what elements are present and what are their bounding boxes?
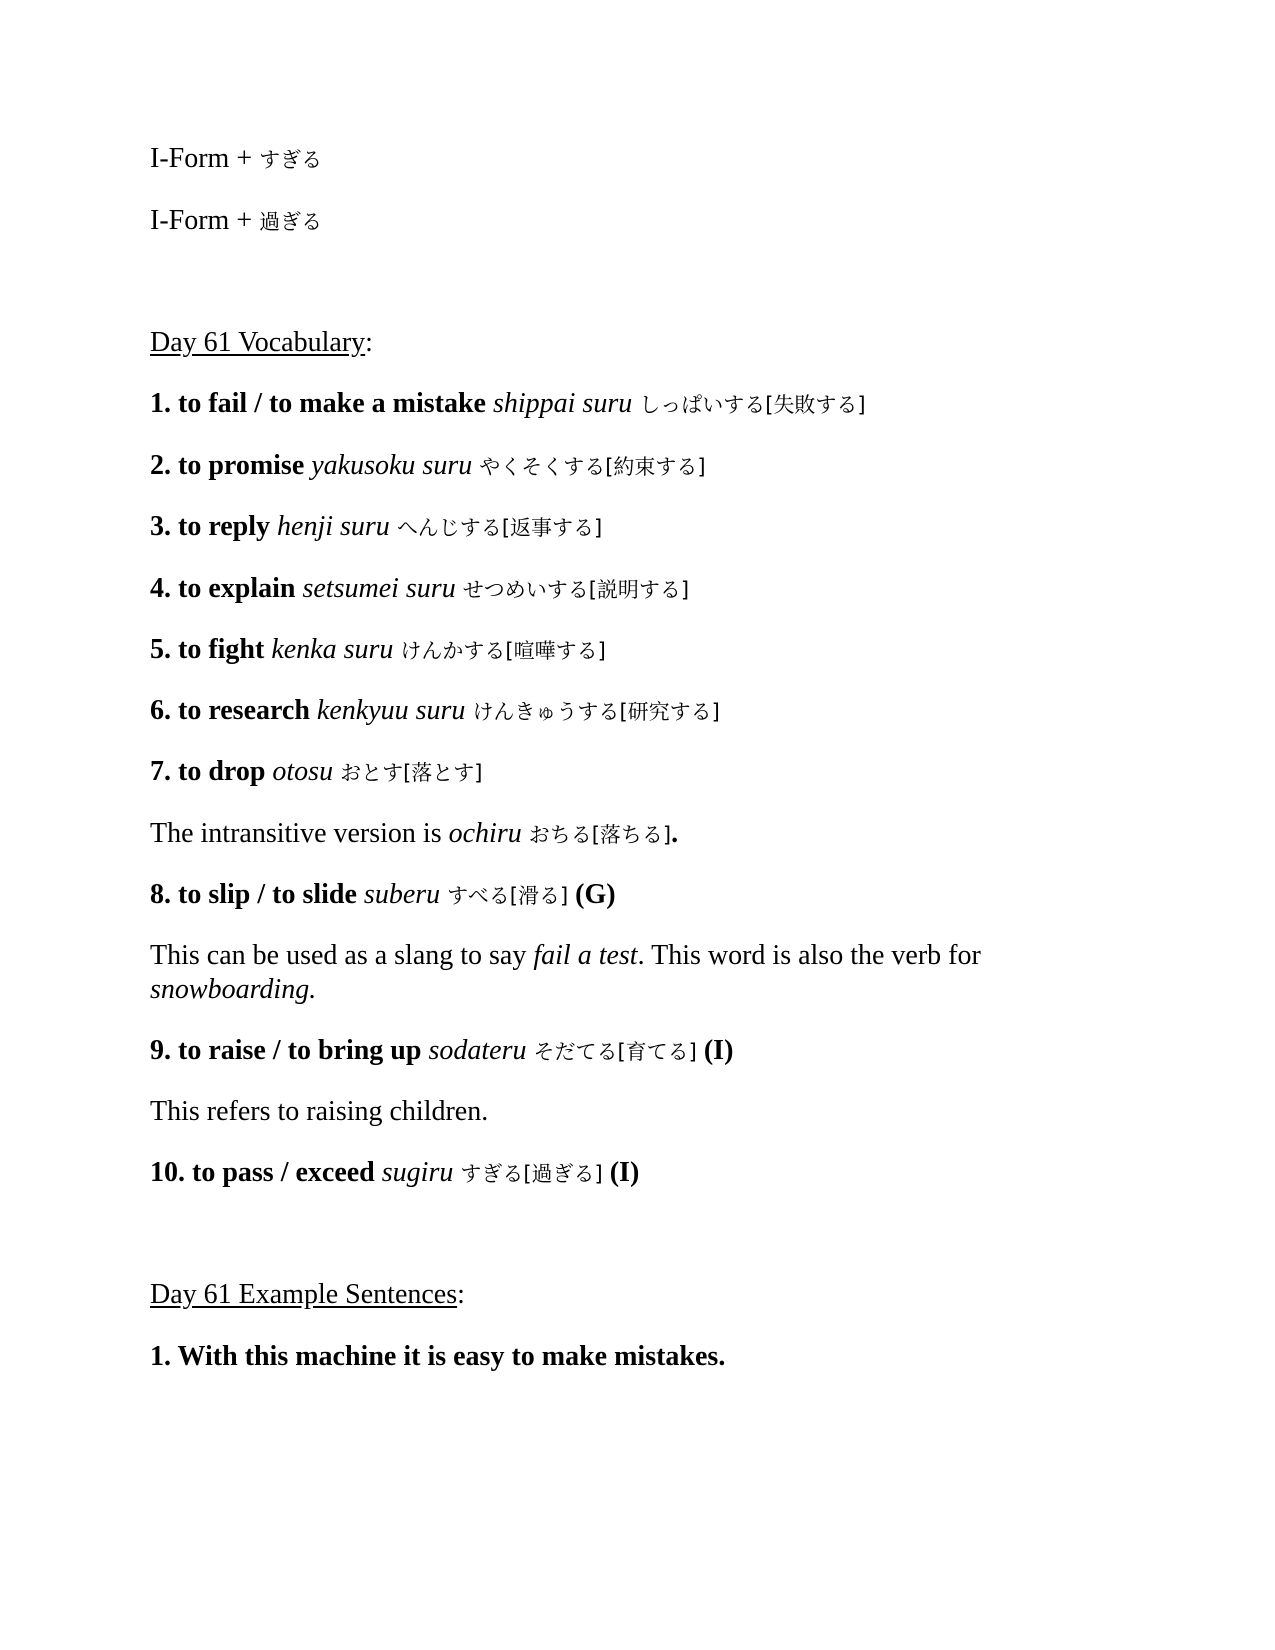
vocab-kana: へんじする <box>396 516 502 540</box>
vocab-item <box>150 1034 733 1069</box>
vocab-kanji: [失敗する] <box>765 393 866 417</box>
vocab-kana: おとす <box>340 761 404 785</box>
vocab-kanji: [滑る] <box>509 884 569 908</box>
vocab-kana: そだてる <box>533 1040 618 1064</box>
vocab-tag: (G) <box>575 879 616 910</box>
vocab-romaji: shippai suru <box>492 388 633 419</box>
vocab-kanji: [説明する] <box>588 578 690 602</box>
note-romaji: ochiru <box>448 818 522 849</box>
vocab-kana: やくそくする <box>479 455 606 479</box>
vocab-english: 7. to drop <box>150 756 266 787</box>
grammar-line-1 <box>150 142 322 177</box>
vocab-english: 5. to fight <box>150 634 265 665</box>
examples-heading <box>150 1278 465 1312</box>
vocab-heading-colon: : <box>365 327 373 358</box>
vocab-kana: しっぱいする <box>639 393 766 417</box>
vocab-romaji: suberu <box>363 879 441 910</box>
vocab-english: 8. to slip / to slide <box>150 879 357 910</box>
note-text: This can be used as a slang to say <box>150 940 534 971</box>
note-text: . This word is also the verb for <box>637 940 981 971</box>
vocab-romaji: kenka suru <box>271 634 394 665</box>
note-intransitive <box>150 817 678 852</box>
vocab-english: 3. to reply <box>150 511 271 542</box>
vocab-romaji: sodateru <box>428 1035 527 1066</box>
grammar-line-2 <box>150 204 322 239</box>
vocab-item <box>150 755 482 790</box>
vocab-kanji: [研究する] <box>619 700 720 724</box>
vocab-romaji: setsumei suru <box>302 573 456 604</box>
vocab-kanji: [落とす] <box>403 761 483 785</box>
vocab-heading-text: Day 61 Vocabulary <box>150 327 366 358</box>
examples-heading-colon: : <box>457 1279 465 1310</box>
vocab-kanji: [過ぎる] <box>523 1162 603 1186</box>
vocab-item <box>150 1156 639 1191</box>
vocab-english: 1. to fail / to make a mistake <box>150 388 486 419</box>
grammar-jp: すぎる <box>259 148 323 172</box>
document-page <box>150 0 1110 1650</box>
vocab-item <box>150 449 706 484</box>
vocab-english: 2. to promise <box>150 450 305 481</box>
vocab-romaji: henji suru <box>277 511 390 542</box>
grammar-prefix: I-Form + <box>150 143 260 174</box>
vocab-romaji: sugiru <box>381 1157 454 1188</box>
note-kana: おちる <box>528 823 592 847</box>
vocab-tag: (I) <box>609 1157 640 1188</box>
vocab-kana: せつめいする <box>462 578 589 602</box>
vocab-english: 4. to explain <box>150 573 296 604</box>
grammar-prefix: I-Form + <box>150 205 260 236</box>
vocab-kana: けんきゅうする <box>472 700 620 724</box>
vocab-english: 9. to raise / to bring up <box>150 1035 422 1066</box>
vocab-kanji: [喧嘩する] <box>505 639 606 663</box>
vocab-english: 6. to research <box>150 695 310 726</box>
note-kanji: [落ちる] <box>591 823 672 847</box>
vocab-romaji: yakusoku suru <box>311 450 473 481</box>
example-text: 1. With this machine it is easy to make mistakes. <box>150 1341 726 1372</box>
vocab-romaji: kenkyuu suru <box>316 695 466 726</box>
vocab-kana: けんかする <box>400 639 506 663</box>
vocab-item <box>150 694 720 729</box>
note-italic: fail a test <box>533 940 638 971</box>
vocab-item <box>150 572 689 607</box>
note-italic: snowboarding. <box>150 974 317 1005</box>
grammar-jp: 過ぎる <box>259 210 323 234</box>
note-text: The intransitive version is <box>150 818 449 849</box>
note-text: This refers to raising children. <box>150 1096 489 1127</box>
vocab-tag: (I) <box>703 1035 734 1066</box>
note-raising <box>150 1095 488 1129</box>
vocab-kanji: [育てる] <box>617 1040 697 1064</box>
example-sentence <box>150 1340 725 1374</box>
examples-heading-text: Day 61 Example Sentences <box>150 1279 458 1310</box>
vocab-item <box>150 633 606 668</box>
vocab-romaji: otosu <box>272 756 334 787</box>
vocab-item <box>150 878 616 913</box>
note-slang <box>150 939 1110 1007</box>
vocab-kana: すぎる <box>460 1162 524 1186</box>
vocab-item <box>150 387 866 422</box>
vocab-kana: すべる <box>447 884 510 908</box>
vocab-item <box>150 510 602 545</box>
vocab-kanji: [約束する] <box>605 455 706 479</box>
vocab-kanji: [返事する] <box>501 516 603 540</box>
vocab-heading <box>150 326 373 360</box>
vocab-english: 10. to pass / exceed <box>150 1157 375 1188</box>
note-period: . <box>671 818 679 849</box>
